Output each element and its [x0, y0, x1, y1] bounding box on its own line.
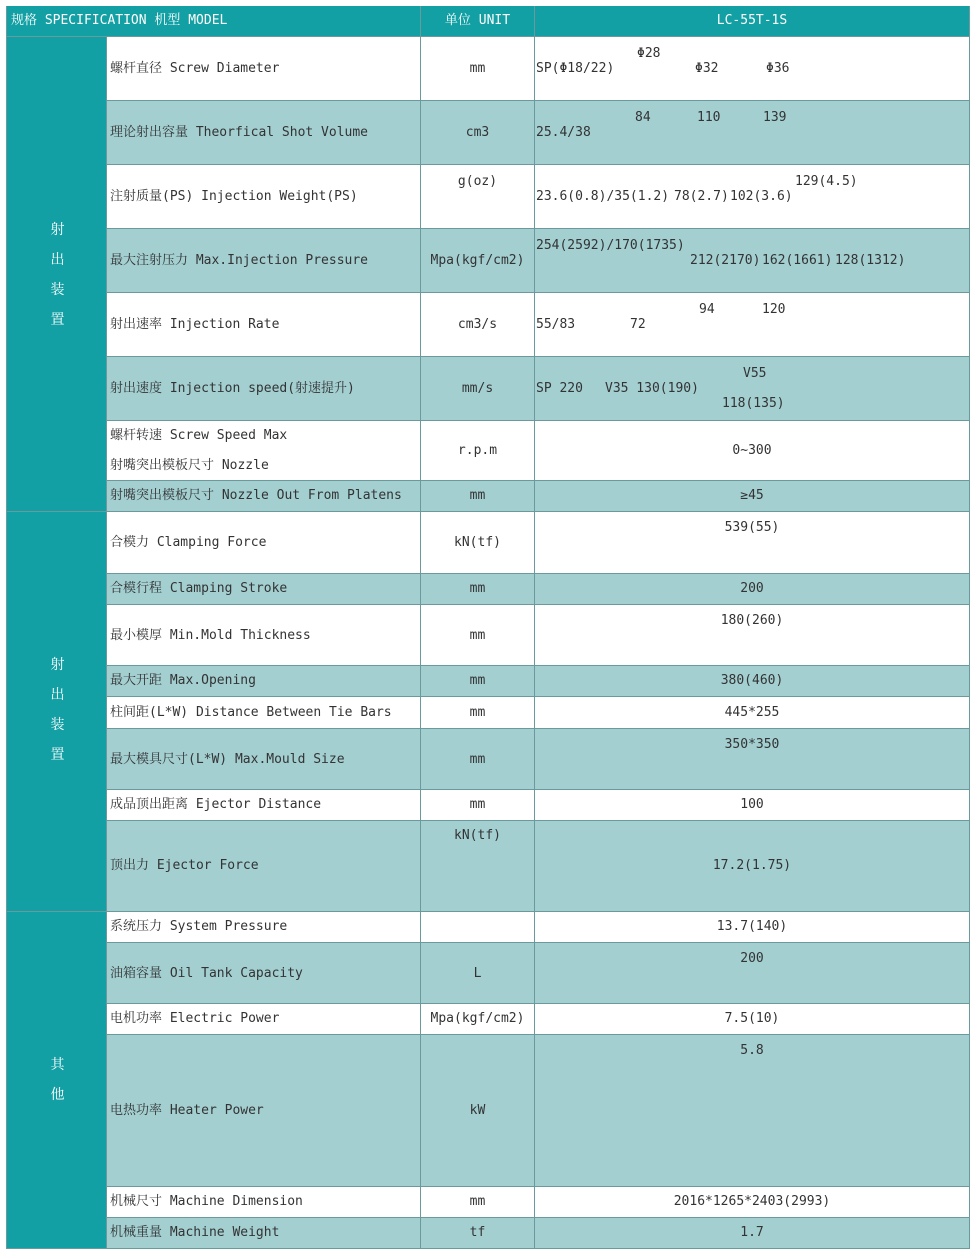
row-value: 539(55): [724, 520, 780, 535]
row-name: 机械重量 Machine Weight: [110, 1225, 280, 1240]
row-name: 注射质量(PS) Injection Weight(PS): [110, 189, 358, 204]
table-row: [6, 943, 970, 1004]
row-value: 78(2.7): [674, 189, 729, 204]
row-value: 380(460): [720, 673, 784, 688]
table-row: [6, 605, 970, 666]
row-value: 94: [699, 302, 715, 317]
row-unit: kN(tf): [454, 828, 501, 843]
row-value: 129(4.5): [795, 174, 858, 189]
row-name: 射嘴突出模板尺寸 Nozzle: [110, 458, 269, 473]
row-value: 13.7(140): [716, 919, 788, 934]
header-spec-cell: [6, 6, 421, 37]
row-value: SP(Φ18/22): [536, 61, 615, 76]
row-unit: tf: [469, 1225, 486, 1240]
row-name: 电热功率 Heater Power: [110, 1103, 264, 1118]
group-2-char: 装: [50, 717, 65, 733]
row-value: 100: [740, 797, 764, 812]
row-unit: mm: [469, 705, 486, 720]
row-name: 成品顶出距离 Ejector Distance: [110, 797, 322, 812]
row-name: 理论射出容量 Theorfical Shot Volume: [110, 125, 369, 140]
row-value: Φ28: [637, 46, 661, 61]
row-value: ≥45: [740, 488, 764, 503]
table-row: [6, 357, 970, 421]
row-value: Φ36: [766, 61, 790, 76]
row-unit: L: [473, 966, 482, 981]
table-row: [6, 1218, 970, 1249]
row-unit: kN(tf): [454, 535, 501, 550]
row-value: 200: [740, 951, 764, 966]
header-model-cell: [535, 6, 970, 37]
table-row: [6, 1004, 970, 1035]
group-3-char: 他: [50, 1087, 65, 1103]
row-value: 120: [762, 302, 786, 317]
row-name: 射出速率 Injection Rate: [110, 317, 280, 332]
row-unit: cm3/s: [457, 317, 498, 332]
row-unit: mm: [469, 1194, 486, 1209]
table-row: [6, 293, 970, 357]
row-value: 128(1312): [835, 253, 906, 268]
table-row: [6, 729, 970, 790]
row-unit: mm: [469, 673, 486, 688]
header-unit-cell: [421, 6, 535, 37]
group-1-char: 出: [50, 252, 65, 268]
table-row: [6, 481, 970, 512]
row-value: 254(2592)/170(1735): [536, 238, 685, 253]
row-unit: mm: [469, 752, 486, 767]
row-name: 系统压力 System Pressure: [110, 919, 288, 934]
row-value: 0~300: [732, 443, 772, 458]
table-row: [6, 421, 970, 481]
table-row: [6, 37, 970, 101]
table-row: [6, 574, 970, 605]
table-header: [6, 6, 970, 37]
row-name: 射嘴突出模板尺寸 Nozzle Out From Platens: [110, 488, 402, 503]
row-name: 射出速度 Injection speed(射速提升): [110, 381, 355, 396]
table-row: [6, 512, 970, 574]
header-unit: 单位 UNIT: [444, 13, 511, 28]
row-value: 139: [763, 110, 787, 125]
row-name: 螺杆直径 Screw Diameter: [110, 61, 280, 76]
row-value: Φ32: [695, 61, 719, 76]
header-model: LC-55T-1S: [716, 13, 788, 28]
row-name: 机械尺寸 Machine Dimension: [110, 1194, 303, 1209]
row-name: 最大模具尺寸(L*W) Max.Mould Size: [110, 752, 345, 767]
row-unit: g(oz): [457, 174, 498, 189]
row-name: 合模行程 Clamping Stroke: [110, 581, 288, 596]
row-value: 5.8: [740, 1043, 764, 1058]
table-row: [6, 666, 970, 697]
group-3-char: 其: [50, 1057, 65, 1073]
row-value: 1.7: [740, 1225, 764, 1240]
row-value: 200: [740, 581, 764, 596]
table-row: [6, 790, 970, 821]
table-row: [6, 229, 970, 293]
row-unit: mm: [469, 797, 486, 812]
row-value: 25.4/38: [536, 125, 591, 140]
row-value: 2016*1265*2403(2993): [673, 1194, 831, 1209]
group-2-char: 出: [50, 687, 65, 703]
row-value: 445*255: [724, 705, 780, 720]
row-value: SP 220: [536, 381, 583, 396]
row-value: V55: [743, 366, 767, 381]
group-2-char: 置: [50, 747, 65, 763]
row-name: 油箱容量 Oil Tank Capacity: [110, 966, 303, 981]
row-value: 23.6(0.8)/35(1.2): [536, 189, 670, 204]
group-1-char: 射: [50, 222, 65, 238]
group-1-char: 置: [50, 312, 65, 328]
row-value: 180(260): [720, 613, 784, 628]
row-name: 电机功率 Electric Power: [110, 1011, 280, 1026]
group-1-char: 装: [50, 282, 65, 298]
row-name: 最大注射压力 Max.Injection Pressure: [110, 253, 369, 268]
row-value: V35 130(190): [605, 381, 699, 396]
row-name: 螺杆转速 Screw Speed Max: [110, 428, 288, 443]
row-unit: mm: [469, 488, 486, 503]
table-row: [6, 101, 970, 165]
row-value: 110: [697, 110, 721, 125]
row-name: 合模力 Clamping Force: [110, 535, 267, 550]
row-name: 最小模厚 Min.Mold Thickness: [110, 628, 311, 643]
row-unit: Mpa(kgf/cm2): [430, 1011, 525, 1026]
table-row: [6, 1187, 970, 1218]
row-value: 7.5(10): [724, 1011, 780, 1026]
row-unit: mm: [469, 628, 486, 643]
row-value: 118(135): [722, 396, 785, 411]
row-unit: r.p.m: [457, 443, 498, 458]
table-row: [6, 165, 970, 229]
table-row: [6, 912, 970, 943]
table-row: [6, 1035, 970, 1187]
row-value: 212(2170): [690, 253, 761, 268]
table-row: [6, 821, 970, 912]
row-unit: mm/s: [461, 381, 494, 396]
row-value: 17.2(1.75): [712, 858, 792, 873]
row-value: 350*350: [724, 737, 780, 752]
row-value: 72: [630, 317, 646, 332]
row-name: 顶出力 Ejector Force: [110, 858, 259, 873]
row-name: 最大开距 Max.Opening: [110, 673, 256, 688]
header-spec: 规格 SPECIFICATION 机型 MODEL: [11, 13, 228, 28]
table-row: [6, 697, 970, 729]
row-value: 102(3.6): [730, 189, 793, 204]
row-name: 柱间距(L*W) Distance Between Tie Bars: [110, 705, 392, 720]
row-unit: mm: [469, 581, 486, 596]
row-value: 162(1661): [762, 253, 833, 268]
row-unit: Mpa(kgf/cm2): [430, 253, 525, 268]
row-value: 55/83: [536, 317, 576, 332]
row-unit: kW: [469, 1103, 486, 1118]
group-2-char: 射: [50, 657, 65, 673]
row-unit: mm: [469, 61, 486, 76]
row-value: 84: [635, 110, 651, 125]
row-unit: cm3: [465, 125, 490, 140]
